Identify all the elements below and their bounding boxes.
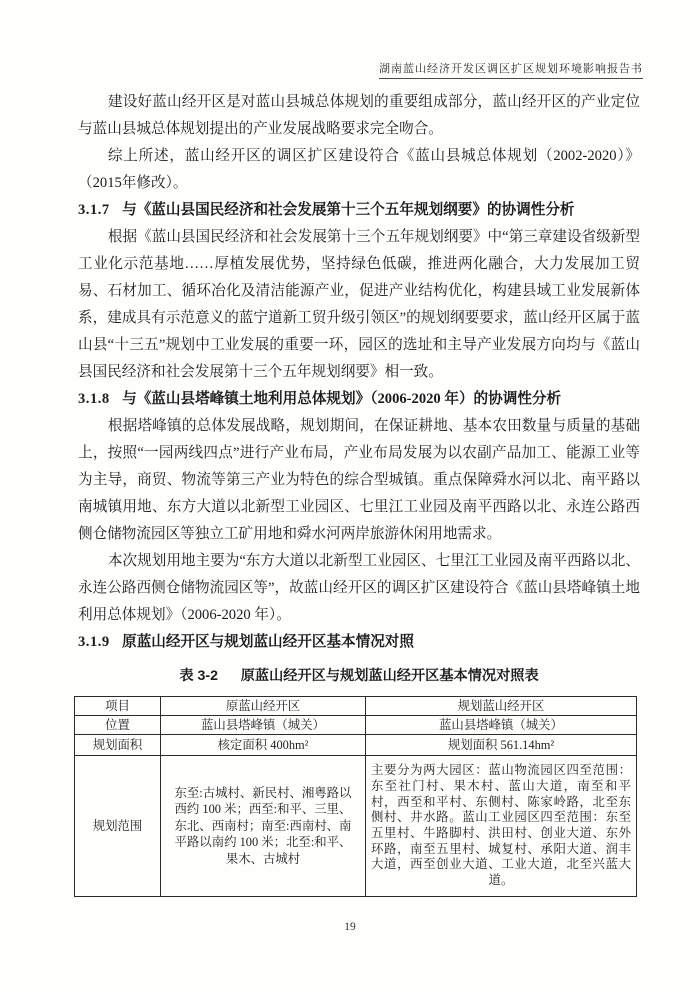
- scope-planned: 主要分为两大园区：蓝山物流园区四至范围：东至社门村、果木村、蓝山大道，南至和平村，西至和平村、东侧村、陈家岭路，北至东侧村、井水路。蓝山工业园区四至范围：东至五里村、牛路脚村、洪田村、创业大道、东外环路，南至五里村、城复村、承阳大道、润丰大道，西至创业大道、工业大道，北至兴蓝大道。: [366, 756, 637, 897]
- table-caption-title: 原蓝山经开区与规划蓝山经开区基本情况对照表: [240, 668, 539, 684]
- location-planned: 蓝山县塔峰镇（城关）: [366, 716, 637, 735]
- section-title: 原蓝山经开区与规划蓝山经开区基本情况对照: [122, 634, 414, 650]
- row-label: 规划面积: [75, 735, 161, 756]
- table-row-planning-scope: [75, 756, 637, 897]
- location-original: 蓝山县塔峰镇（城关）: [161, 716, 366, 735]
- paragraph-planned-land-conclusion: 本次规划用地主要为“东方大道以北新型工业园区、七里江工业园及南平西路以北、永连公路西侧仓储物流园区等”，故蓝山经开区的调区扩区建设符合《蓝山县塔峰镇土地利用总体规划》（2006-2020 年）。: [78, 553, 640, 623]
- scope-original: 东至:古城村、新民村、湘粤路以西约 100 米；西至:和平、三里、东北、西南村；南至:西南村、南平路以南约 100 米；北至:和平、果木、古城村: [161, 756, 366, 897]
- section-number: 3.1.8: [78, 391, 110, 407]
- paragraph-tafeng-land-use: 根据塔峰镇的总体发展战略，规划期间，在保证耕地、基本农田数量与质量的基础上，按照“一园两线四点”进行产业布局，产业布局发展为以农副产品加工、能源工业等为主导，商贸、物流等第三产业为特色的综合型城镇。重点保障舜水河以北、南平路以南城镇用地、东方大道以北新型工业园区、七里江工业园及南平西路以北、永连公路西侧仓储物流园区等独立工矿用地和舜水河两岸旅游休闲用地需求。: [78, 418, 640, 542]
- section-number: 3.1.9: [78, 634, 110, 650]
- page-number: 19: [344, 921, 356, 933]
- paragraph-conclusion-master-plan: 综上所述，蓝山经开区的调区扩区建设符合《蓝山县城总体规划（2002-2020）》（2015年修改）。: [78, 148, 640, 191]
- section-heading-3-1-8: [78, 386, 640, 413]
- section-heading-3-1-7: [78, 197, 640, 224]
- page-running-head: [379, 59, 643, 79]
- section-title: 与《蓝山县国民经济和社会发展第十三个五年规划纲要》的协调性分析: [122, 202, 575, 218]
- section-title: 与《蓝山县塔峰镇土地利用总体规划》（2006-2020 年）的协调性分析: [122, 391, 562, 407]
- column-header-planned-zone: 规划蓝山经开区: [366, 697, 637, 716]
- column-header-original-zone: 原蓝山经开区: [161, 697, 366, 716]
- page-footer: [0, 921, 700, 933]
- row-label: 位置: [75, 716, 161, 735]
- area-original: 核定面积 400hm²: [161, 735, 366, 756]
- paragraph-five-year-plan-analysis: 根据《蓝山县国民经济和社会发展第十三个五年规划纲要》中“第三章建设省级新型工业化示范基地……厚植发展优势，坚持绿色低碳，推进两化融合，大力发展加工贸易、石材加工、循环冶化及清洁能源产业，促进产业结构优化，构建县域工业发展新体系，建成具有示范意义的蓝宁道新工贸升级引领区”的规划纲要要求，蓝山经开区属于蓝山县“十三五”规划中工业发展的重要一环，园区的选址和主导产业发展方向均与《蓝山县国民经济和社会发展第十三个五年规划纲要》相一致。: [78, 229, 640, 380]
- section-number: 3.1.7: [78, 202, 110, 218]
- area-planned: 规划面积 561.14hm²: [366, 735, 637, 756]
- column-header-item: 项目: [75, 697, 161, 716]
- report-title: 湖南蓝山经济开发区调区扩区规划环境影响报告书: [379, 60, 643, 79]
- section-heading-3-1-9: [78, 629, 640, 656]
- table-row-location: [75, 716, 637, 735]
- document-body: [78, 89, 640, 897]
- table-header-row: [75, 697, 637, 716]
- table-caption: [78, 663, 640, 690]
- comparison-table: [74, 696, 637, 897]
- row-label: 规划范围: [75, 756, 161, 897]
- table-caption-label: 表 3-2: [179, 668, 218, 684]
- table-row-planning-area: [75, 735, 637, 756]
- paragraph-industry-positioning: 建设好蓝山经开区是对蓝山县城总体规划的重要组成部分，蓝山经开区的产业定位与蓝山县城总体规划提出的产业发展战略要求完全吻合。: [78, 94, 640, 137]
